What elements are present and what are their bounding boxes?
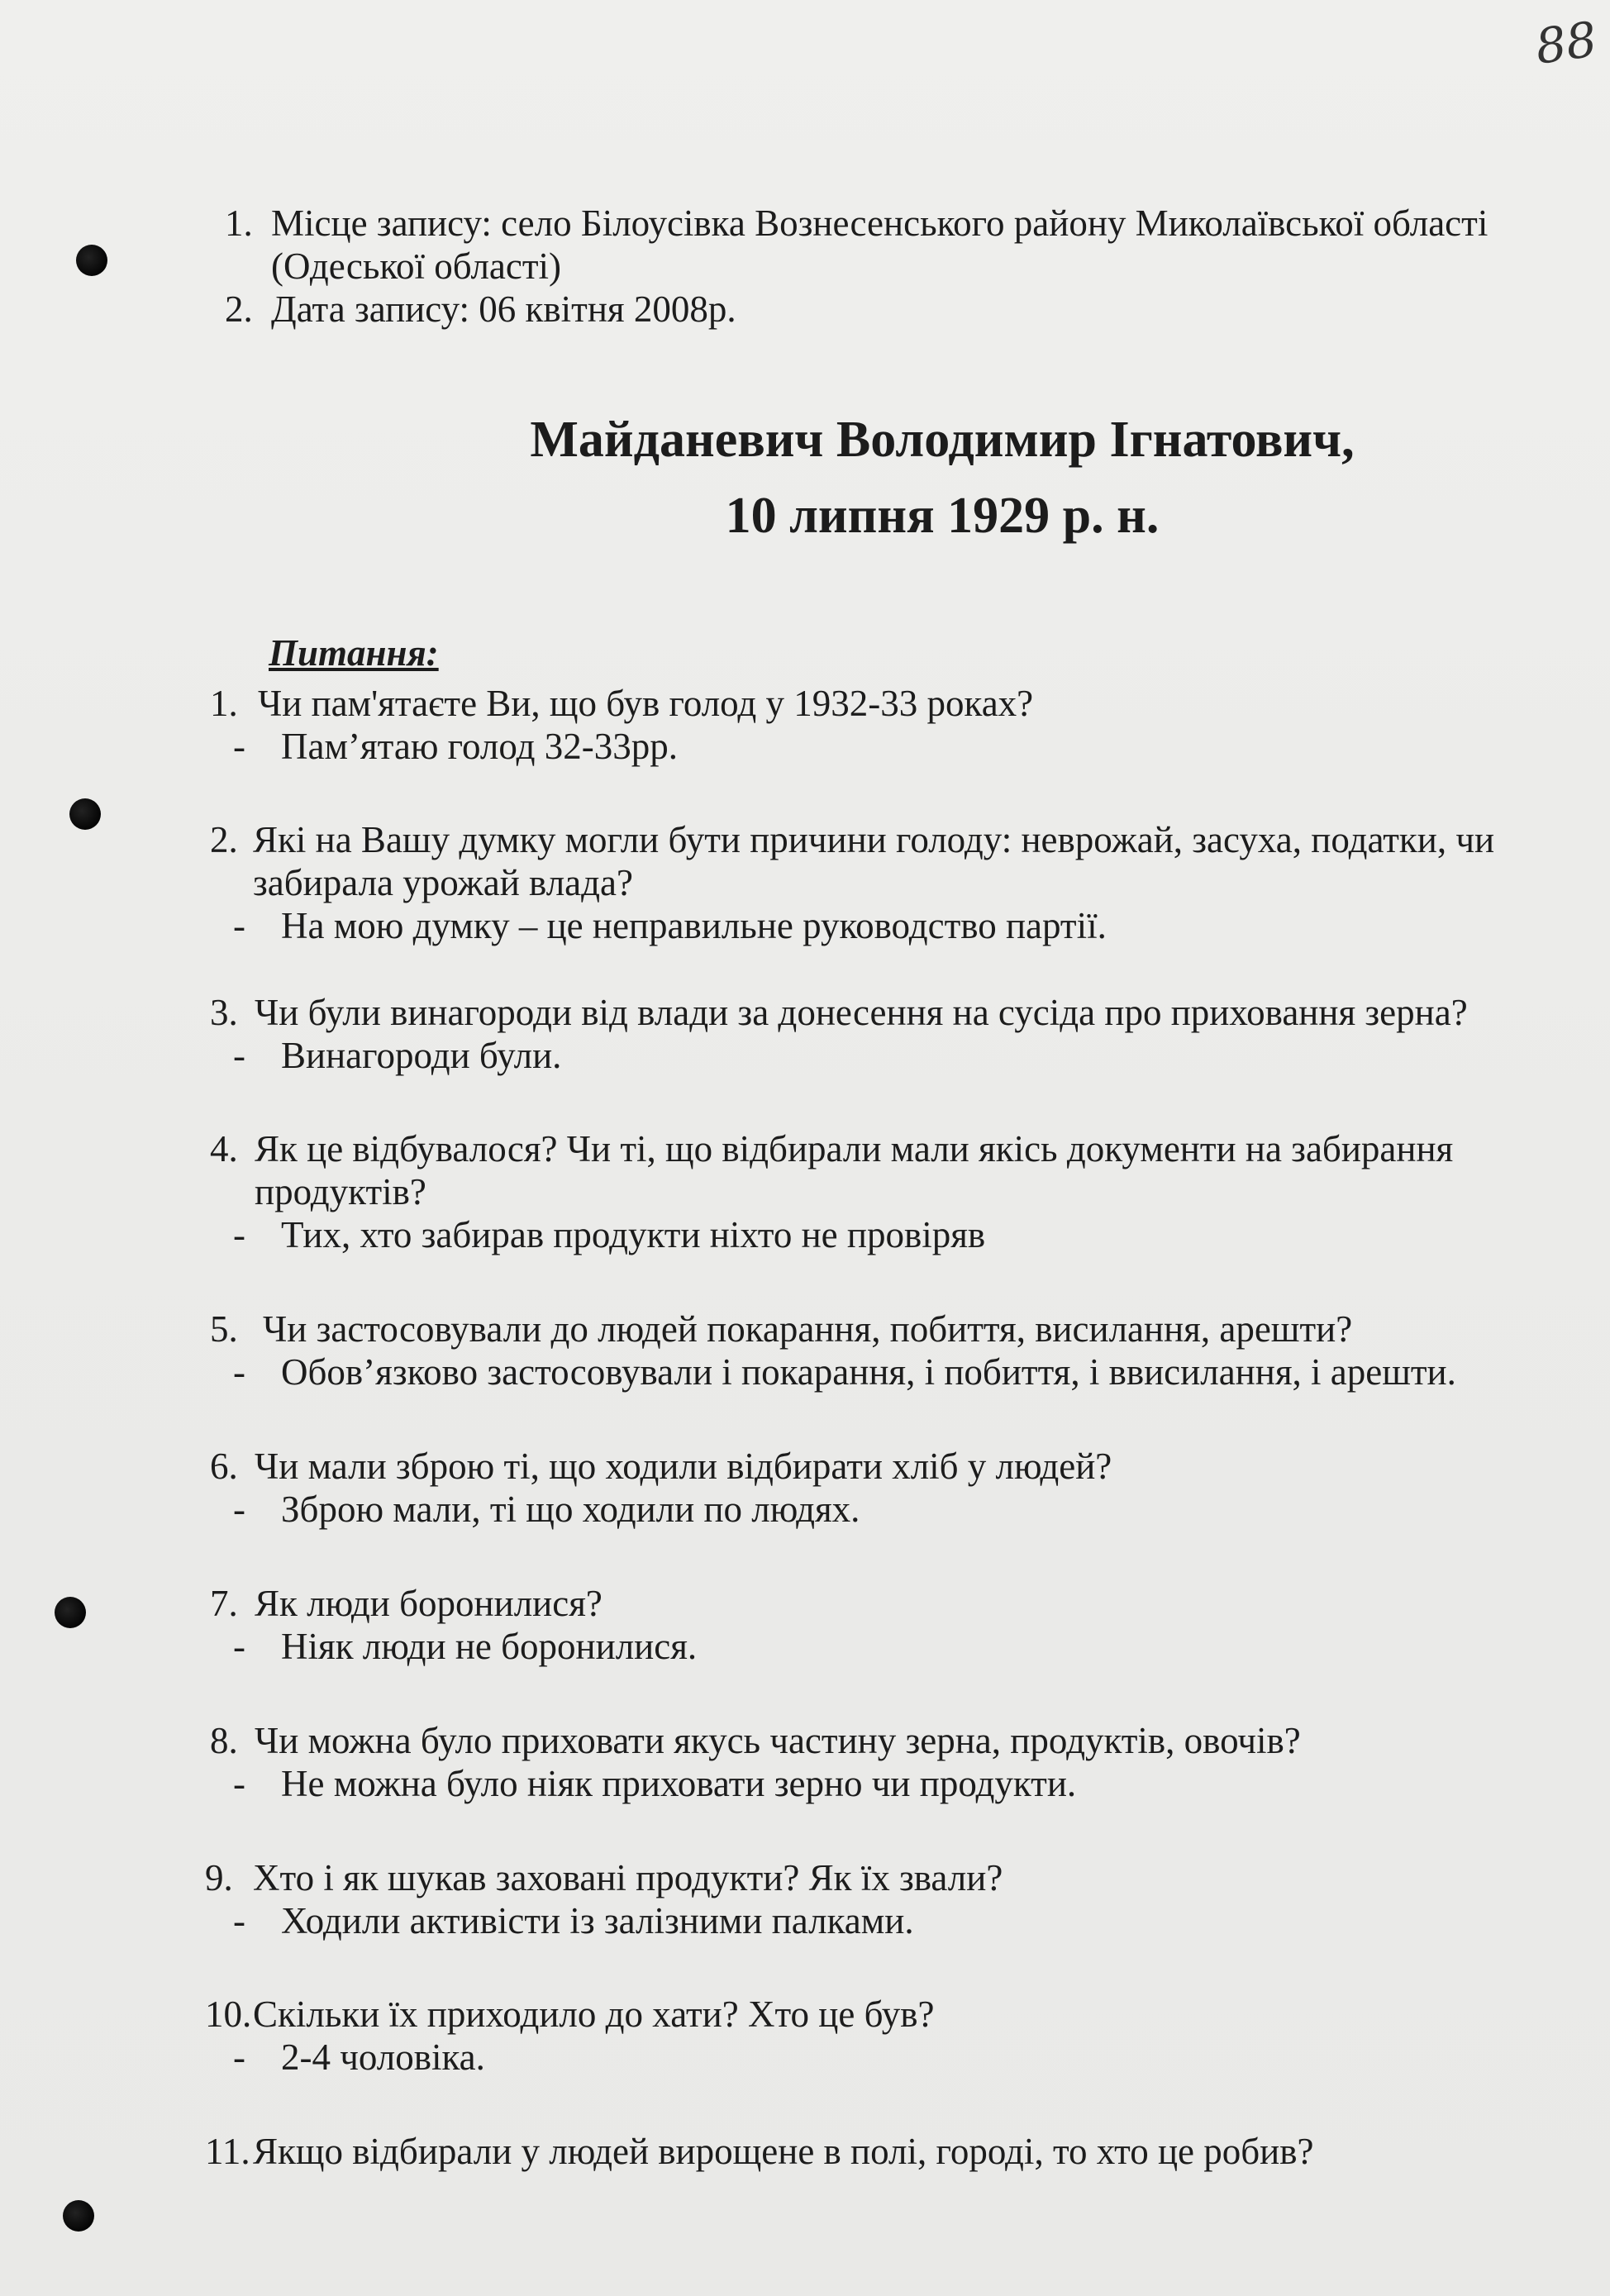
question-text: Хто і як шукав заховані продукти? Як їх звали? — [253, 1857, 1003, 1898]
question-text: Як це відбувалося? Чи ті, що відбирали мали якісь документи на забирання — [255, 1128, 1454, 1169]
answer-text: Не можна було ніяк приховати зерно чи продукти. — [281, 1763, 1077, 1804]
question-text: Чи можна було приховати якусь частину зерна, продуктів, овочів? — [255, 1720, 1301, 1761]
answer-dash: - — [233, 1351, 245, 1393]
question-number: 4. — [210, 1128, 238, 1169]
question-text: Чи були винагороди від влади за донесення на сусіда про приховання зерна? — [255, 992, 1468, 1033]
answer-dash: - — [233, 1763, 245, 1804]
answer-dash: - — [233, 1900, 245, 1941]
punch-hole — [55, 1597, 86, 1628]
answer-text: Ходили активісти із залізними палками. — [281, 1900, 914, 1941]
question-text: продуктів? — [255, 1171, 426, 1212]
item-number: 1. — [225, 202, 253, 244]
interviewee-name: Майданевич Володимир Ігнатович, — [530, 412, 1355, 468]
answer-dash: - — [233, 1626, 245, 1667]
question-number: 1. — [210, 683, 238, 724]
questions-heading: Питання: — [269, 632, 439, 674]
answer-dash: - — [233, 1035, 245, 1076]
question-text: Які на Вашу думку могли бути причини голоду: неврожай, засуха, податки, чи — [253, 819, 1495, 860]
question-text: Скільки їх приходило до хати? Хто це був? — [253, 1994, 935, 2035]
answer-dash: - — [233, 2036, 245, 2078]
answer-dash: - — [233, 905, 245, 946]
record-place-text: Місце запису: село Білоусівка Вознесенського району Миколаївської області — [271, 202, 1489, 244]
answer-text: Ніяк люди не боронилися. — [281, 1626, 698, 1667]
record-place-text-2: (Одеської області) — [271, 245, 562, 287]
punch-hole — [63, 2200, 94, 2232]
item-number: 2. — [225, 288, 253, 330]
page-number: 88 — [1531, 11, 1601, 75]
answer-text: 2-4 чоловіка. — [281, 2036, 485, 2078]
question-number: 5. — [210, 1308, 238, 1350]
question-text: забирала урожай влада? — [253, 862, 633, 903]
question-text: Чи застосовували до людей покарання, побиття, висилання, арешти? — [263, 1308, 1353, 1350]
answer-text: Пам’ятаю голод 32-33рр. — [281, 726, 678, 767]
punch-hole — [76, 245, 107, 276]
interviewee-birth-date: 10 липня 1929 р. н. — [725, 488, 1160, 544]
punch-hole — [69, 798, 101, 830]
answer-text: Зброю мали, ті що ходили по людях. — [281, 1489, 860, 1530]
question-text: Чи пам'ятаєте Ви, що був голод у 1932-33 роках? — [258, 683, 1034, 724]
question-number: 10. — [205, 1994, 252, 2035]
answer-dash: - — [233, 1214, 245, 1255]
answer-text: Тих, хто забирав продукти ніхто не провіряв — [281, 1214, 986, 1255]
question-number: 3. — [210, 992, 238, 1033]
question-text: Якщо відбирали у людей вирощене в полі, городі, то хто це робив? — [253, 2131, 1314, 2172]
answer-dash: - — [233, 1489, 245, 1530]
question-text: Як люди боронилися? — [255, 1583, 603, 1624]
question-number: 8. — [210, 1720, 238, 1761]
answer-text: Обов’язково застосовували і покарання, і побиття, і ввисилання, і арешти. — [281, 1351, 1456, 1393]
record-date-text: Дата запису: 06 квітня 2008р. — [271, 288, 736, 330]
answer-text: На мою думку – це неправильне руководство партії. — [281, 905, 1107, 946]
question-number: 7. — [210, 1583, 238, 1624]
question-text: Чи мали зброю ті, що ходили відбирати хліб у людей? — [255, 1446, 1112, 1487]
question-number: 9. — [205, 1857, 233, 1898]
question-number: 2. — [210, 819, 238, 860]
question-number: 6. — [210, 1446, 238, 1487]
question-number: 11. — [205, 2131, 250, 2172]
answer-dash: - — [233, 726, 245, 767]
answer-text: Винагороди були. — [281, 1035, 562, 1076]
